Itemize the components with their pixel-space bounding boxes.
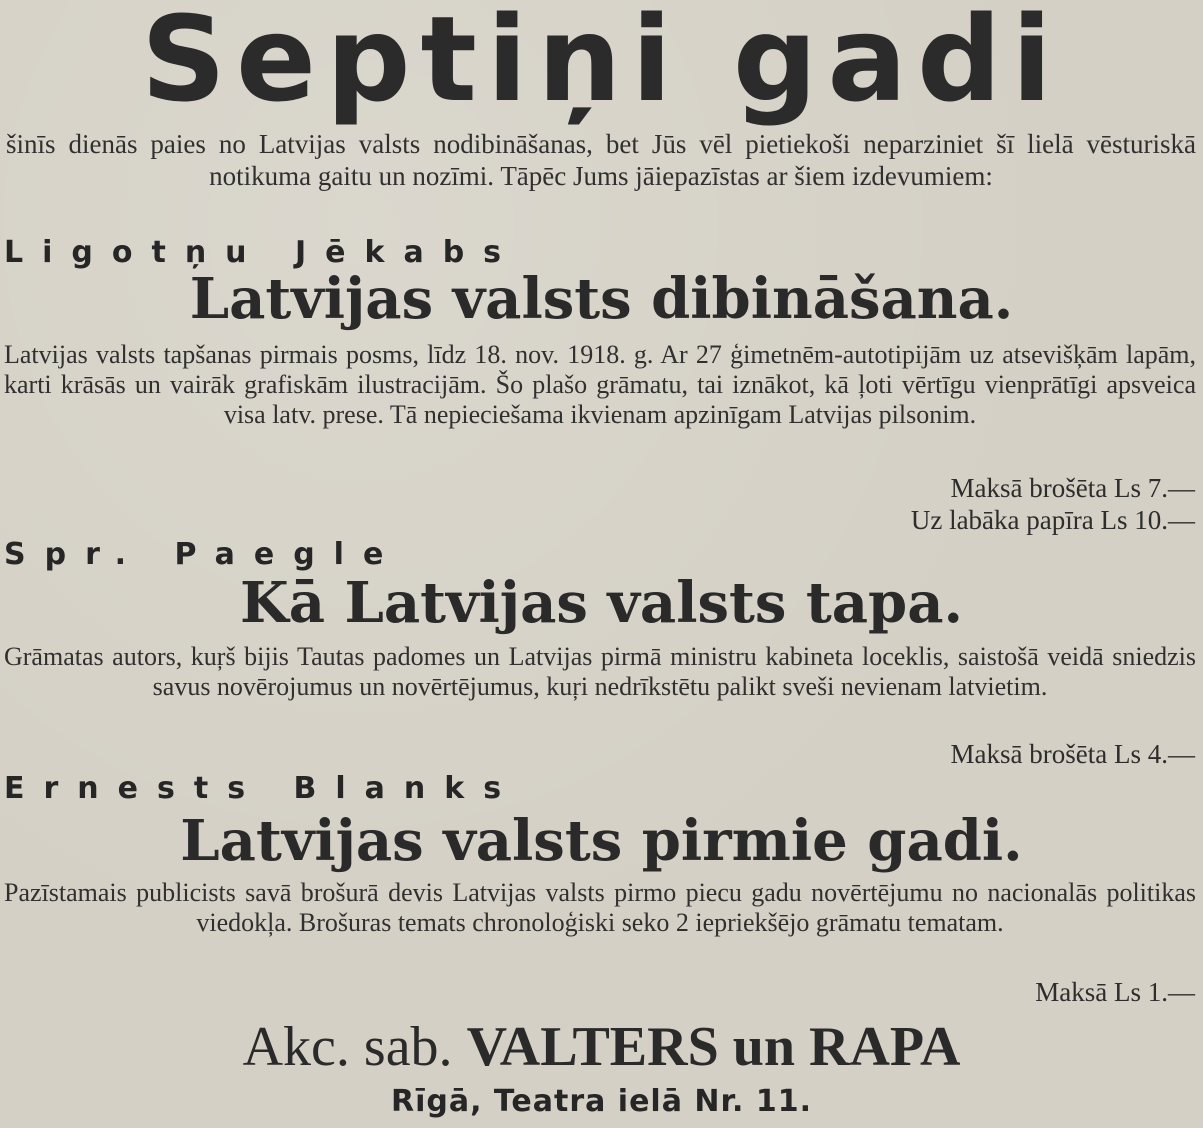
book-2-description: Grāmatas autors, kuŗš bijis Tautas padomes un Latvijas pirmā ministru kabineta loceklis, saistošā veidā sniedzis savus novērojumus un novērtējumus, kuŗi nedrīkstētu palikt sveši nevienam latvietim. [4, 642, 1196, 701]
book-2-author: Spr. Paegle [4, 537, 403, 572]
publisher-address: Rīgā, Teatra ielā Nr. 11. [390, 1084, 813, 1119]
book-2-title: Kā Latvijas valsts tapa. [240, 570, 963, 636]
book-3-price-1: Maksā Ls 1.— [1035, 977, 1195, 1007]
book-1-description: Latvijas valsts tapšanas pirmais posms, līdz 18. nov. 1918. g. Ar 27 ģimetnēm-autotipijām uz atsevišķām lapām, karti krāsās un vairāk grafiskām ilustracijām. Šo plašo grāmatu, tai iznākot, kā ļoti vērtīgu vienprātīgi apsveica visa latv. prese. Tā nepieciešama ikvienam apzinīgam Latvijas pilsonim. [4, 340, 1196, 429]
publisher-prefix: Akc. sab. [242, 1016, 453, 1078]
book-3-title: Latvijas valsts pirmie gadi. [180, 808, 1023, 874]
book-3-description: Pazīstamais publicists savā brošurā devis Latvijas valsts pirmo piecu gadu novērtējumu no nacionalās politikas viedokļa. Brošuras temats chronoloģiski seko 2 iepriekšējo grāmatu tematam. [4, 878, 1196, 937]
headline: Septiņi gadi [141, 0, 1062, 128]
book-1-title: Latvijas valsts dibināšana. [189, 266, 1014, 332]
intro-text: šinīs dienās paies no Latvijas valsts nodibināšanas, bet Jūs vēl pietiekoši neparziniet šī lielā vēsturiskā notikuma gaitu un nozīmi. Tāpēc Jums jāiepazīstas ar šiem izdevumiem: [6, 129, 1196, 191]
book-1-price-1: Maksā brošēta Ls 7.— [950, 473, 1195, 503]
publisher [0, 1014, 1203, 1080]
book-2-price-1: Maksā brošēta Ls 4.— [950, 739, 1195, 769]
book-1-price-2: Uz labāka papīra Ls 10.— [910, 505, 1195, 535]
book-3-author: Ernests Blanks [4, 771, 521, 806]
publisher-name: VALTERS un RAPA [466, 1016, 961, 1078]
book-1-author: Ligotņu Jēkabs [4, 235, 521, 270]
